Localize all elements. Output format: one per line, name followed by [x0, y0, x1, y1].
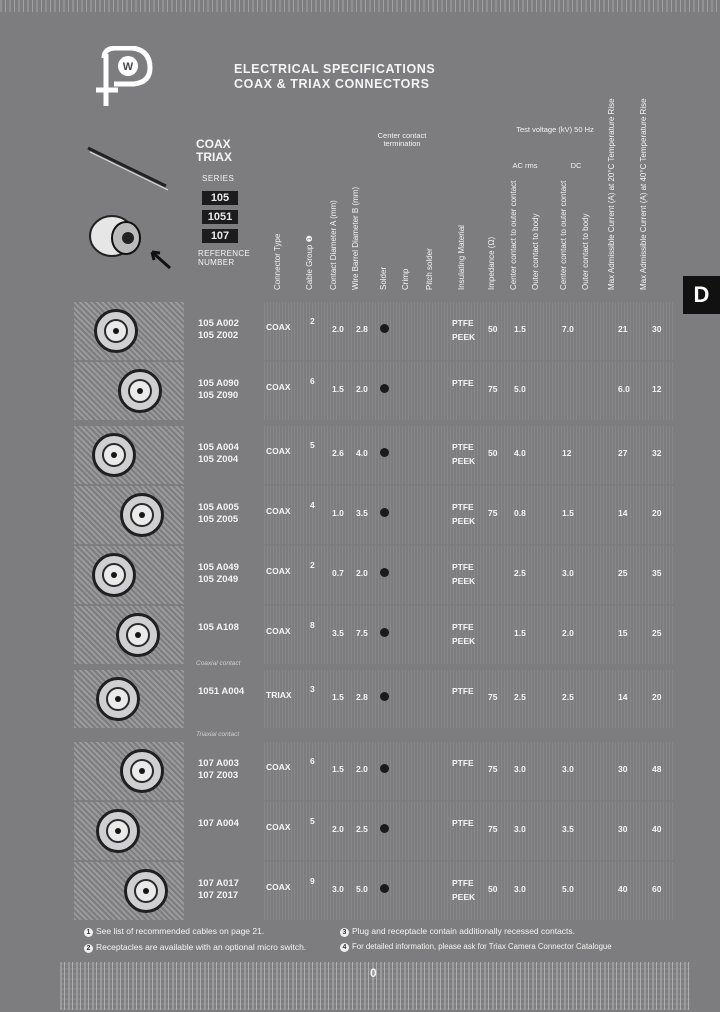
cell-current-40: 35	[652, 568, 662, 578]
reference-2: 107 Z017	[198, 890, 239, 901]
cell-insulation-1: PTFE	[452, 562, 474, 572]
cell-current-20: 15	[618, 628, 628, 638]
cell-test-dc: 7.0	[562, 324, 574, 334]
cell-wire-barrel: 5.0	[356, 884, 368, 894]
cell-wire-barrel: 7.5	[356, 628, 368, 638]
cell-test-ac: 4.0	[514, 448, 526, 458]
cell-current-40: 25	[652, 628, 662, 638]
cell-current-20: 25	[618, 568, 628, 578]
cell-contact-diameter: 2.0	[332, 824, 344, 834]
reference-2: 105 Z004	[198, 454, 239, 465]
cell-type: COAX	[266, 822, 291, 832]
cell-impedance: 50	[488, 324, 498, 334]
cell-wire-barrel: 2.5	[356, 824, 368, 834]
footnote-3: 3 Plug and receptacle contain additionally recessed contacts.	[340, 926, 575, 937]
connector-face-icon	[118, 369, 162, 413]
cell-current-40: 48	[652, 764, 662, 774]
cell-impedance: 75	[488, 384, 498, 394]
cell-test-ac: 3.0	[514, 764, 526, 774]
cell-test-dc: 3.0	[562, 764, 574, 774]
cell-impedance: 50	[488, 448, 498, 458]
reference-1: 105 A090	[198, 378, 239, 389]
scan-texture	[264, 486, 674, 544]
table-row	[74, 742, 674, 800]
solder-mark-icon	[380, 448, 389, 457]
cell-contact-diameter: 2.0	[332, 324, 344, 334]
cell-current-20: 27	[618, 448, 628, 458]
cell-insulation-2: PEEK	[452, 456, 476, 466]
cell-group: 8	[310, 620, 315, 630]
solder-mark-icon	[380, 824, 389, 833]
cell-wire-barrel: 2.0	[356, 764, 368, 774]
cell-test-dc: 12	[562, 448, 572, 458]
col-connector-type: Connector Type	[273, 233, 282, 290]
cell-current-40: 30	[652, 324, 662, 334]
cell-group: 6	[310, 756, 315, 766]
cell-test-dc: 1.5	[562, 508, 574, 518]
reference-1: 107 A017	[198, 878, 239, 889]
connector-photo	[74, 302, 184, 360]
sub-ac-rms: AC rms	[512, 161, 538, 170]
footnote-1-marker: 1	[84, 928, 93, 937]
solder-mark-icon	[380, 324, 389, 333]
column-headers	[273, 130, 476, 290]
company-logo	[92, 46, 154, 110]
footnote-4-marker: 4	[340, 943, 349, 952]
sub-dc: DC	[570, 161, 582, 170]
series-name-triax: TRIAX	[196, 150, 232, 164]
scan-texture	[264, 426, 674, 484]
connector-face-icon	[96, 677, 140, 721]
reference-1: 107 A003	[198, 758, 239, 769]
connector-photo	[74, 802, 184, 860]
footnote-3-marker: 3	[340, 928, 349, 937]
footnote-4: 4 For detailed information, please ask for Triax Camera Connector Catalogue	[340, 942, 612, 952]
solder-mark-icon	[380, 628, 389, 637]
connector-face-icon	[96, 809, 140, 853]
cell-type: COAX	[266, 882, 291, 892]
cell-wire-barrel: 4.0	[356, 448, 368, 458]
cell-contact-diameter: 1.5	[332, 692, 344, 702]
reference-number	[198, 562, 239, 586]
col-cable-group: Cable Group ❶	[305, 235, 314, 290]
cell-contact-diameter: 0.7	[332, 568, 344, 578]
solder-mark-icon	[380, 692, 389, 701]
solder-mark-icon	[380, 764, 389, 773]
reference-2: 105 Z005	[198, 514, 239, 525]
reference-number	[198, 818, 239, 830]
cell-type: COAX	[266, 626, 291, 636]
cell-test-dc: 2.5	[562, 692, 574, 702]
reference-number	[198, 686, 244, 698]
col-outer-body-dc: Outer contact to body	[581, 213, 590, 290]
series-block	[196, 138, 260, 267]
reference-2: 105 Z002	[198, 330, 239, 341]
cell-current-40: 20	[652, 692, 662, 702]
cell-impedance: 75	[488, 764, 498, 774]
reference-1: 107 A004	[198, 818, 239, 829]
reference-number	[198, 318, 239, 342]
scan-texture	[264, 670, 674, 728]
cell-insulation-2: PEEK	[452, 332, 476, 342]
cell-current-40: 60	[652, 884, 662, 894]
page-title	[234, 62, 435, 92]
cell-impedance: 75	[488, 692, 498, 702]
reference-number	[198, 622, 239, 634]
table-row	[74, 670, 674, 728]
series-label: SERIES	[202, 174, 235, 183]
cell-contact-diameter: 1.5	[332, 764, 344, 774]
reference-1: 105 A049	[198, 562, 239, 573]
cell-type: COAX	[266, 382, 291, 392]
title-line-2: COAX & TRIAX CONNECTORS	[234, 77, 430, 91]
scan-texture	[264, 802, 674, 860]
footnote-1: 1 See list of recommended cables on page 21.	[84, 926, 264, 937]
reference-1: 105 A108	[198, 622, 239, 633]
section-tab-d[interactable]: D	[683, 276, 720, 314]
cell-contact-diameter: 1.5	[332, 384, 344, 394]
cell-current-40: 12	[652, 384, 662, 394]
series-box-107: 107	[202, 229, 238, 243]
reference-2: 105 Z090	[198, 390, 239, 401]
connector-photo	[74, 670, 184, 728]
cell-group: 5	[310, 816, 315, 826]
cell-current-20: 30	[618, 764, 628, 774]
cell-insulation-1: PTFE	[452, 878, 474, 888]
cell-insulation-1: PTFE	[452, 378, 474, 388]
scan-texture	[264, 546, 674, 604]
cell-group: 6	[310, 376, 315, 386]
cell-insulation-1: PTFE	[452, 818, 474, 828]
reference-1: 1051 A004	[198, 686, 245, 697]
cell-insulation-1: PTFE	[452, 502, 474, 512]
cell-type: TRIAX	[266, 690, 292, 700]
series-box-1051: 1051	[202, 210, 238, 224]
svg-text:W: W	[122, 61, 134, 73]
cell-type: COAX	[266, 506, 291, 516]
cell-test-ac: 2.5	[514, 568, 526, 578]
cell-contact-diameter: 1.0	[332, 508, 344, 518]
cell-insulation-2: PEEK	[452, 892, 476, 902]
cell-test-dc: 3.5	[562, 824, 574, 834]
col-center-outer-dc: Center contact to outer contact	[559, 180, 568, 290]
solder-mark-icon	[380, 568, 389, 577]
table-row	[74, 862, 674, 920]
table-row	[74, 426, 674, 484]
connector-face-icon	[116, 613, 160, 657]
connector-photo	[74, 546, 184, 604]
connector-illustration	[70, 140, 190, 280]
table-row	[74, 302, 674, 360]
group-test-voltage: Test voltage (kV) 50 Hz	[516, 125, 594, 134]
cell-test-dc: 5.0	[562, 884, 574, 894]
series-name-coax: COAX	[196, 137, 231, 151]
cell-test-ac: 2.5	[514, 692, 526, 702]
cell-current-40: 40	[652, 824, 662, 834]
cell-current-20: 6.0	[618, 384, 630, 394]
cell-group: 9	[310, 876, 315, 886]
scan-texture	[264, 362, 674, 420]
cell-insulation-1: PTFE	[452, 622, 474, 632]
cell-insulation-2: PEEK	[452, 576, 476, 586]
reference-1: 105 A002	[198, 318, 239, 329]
cell-contact-diameter: 3.0	[332, 884, 344, 894]
connector-face-icon	[124, 869, 168, 913]
connector-photo	[74, 426, 184, 484]
cell-type: COAX	[266, 322, 291, 332]
scan-noise-top	[0, 0, 720, 12]
subhead-coax: Coaxial contact	[196, 660, 241, 667]
cell-current-20: 14	[618, 692, 628, 702]
col-solder: Solder	[379, 266, 388, 290]
cell-wire-barrel: 2.0	[356, 568, 368, 578]
cell-wire-barrel: 2.8	[356, 324, 368, 334]
page-number: 0	[370, 966, 377, 980]
cell-group: 2	[310, 316, 315, 326]
title-line-1: ELECTRICAL SPECIFICATIONS	[234, 62, 436, 76]
cell-insulation-2: PEEK	[452, 636, 476, 646]
table-row	[74, 486, 674, 544]
cell-contact-diameter: 2.6	[332, 448, 344, 458]
cell-group: 2	[310, 560, 315, 570]
cell-impedance: 50	[488, 884, 498, 894]
footnote-2-marker: 2	[84, 944, 93, 953]
cell-group: 3	[310, 684, 315, 694]
cell-test-ac: 0.8	[514, 508, 526, 518]
solder-mark-icon	[380, 384, 389, 393]
reference-2: 105 Z049	[198, 574, 239, 585]
cell-current-40: 20	[652, 508, 662, 518]
connector-photo	[74, 606, 184, 664]
connector-photo	[74, 486, 184, 544]
connector-face-icon	[92, 433, 136, 477]
reference-1: 105 A005	[198, 502, 239, 513]
cell-wire-barrel: 3.5	[356, 508, 368, 518]
table-row	[74, 802, 674, 860]
col-contact-diameter: Contact Diameter A (mm)	[329, 200, 338, 290]
cell-insulation-2: PEEK	[452, 516, 476, 526]
col-pitch-solder: Pitch solder	[425, 248, 434, 290]
cell-test-ac: 5.0	[514, 384, 526, 394]
cell-current-20: 14	[618, 508, 628, 518]
col-crimp: Crimp	[401, 268, 410, 290]
cell-current-20: 21	[618, 324, 628, 334]
cell-type: COAX	[266, 446, 291, 456]
solder-mark-icon	[380, 508, 389, 517]
reference-number	[198, 758, 239, 782]
col-wire-barrel: Wire Barrel Diameter B (mm)	[351, 186, 360, 290]
cell-impedance: 75	[488, 824, 498, 834]
scan-texture	[264, 606, 674, 664]
table-row	[74, 546, 674, 604]
cell-wire-barrel: 2.8	[356, 692, 368, 702]
cell-group: 5	[310, 440, 315, 450]
scan-texture	[264, 862, 674, 920]
cell-contact-diameter: 3.5	[332, 628, 344, 638]
reference-number	[198, 502, 239, 526]
group-contact-termination: Center contact termination	[377, 131, 427, 148]
reference-number	[198, 378, 239, 402]
cell-type: COAX	[266, 566, 291, 576]
scan-texture	[264, 742, 674, 800]
cell-current-20: 30	[618, 824, 628, 834]
cell-insulation-1: PTFE	[452, 442, 474, 452]
reference-number	[198, 442, 239, 466]
cell-current-20: 40	[618, 884, 628, 894]
cell-type: COAX	[266, 762, 291, 772]
cell-test-dc: 2.0	[562, 628, 574, 638]
reference-2: 107 Z003	[198, 770, 239, 781]
scan-texture	[264, 302, 674, 360]
connector-face-icon	[92, 553, 136, 597]
cell-test-dc: 3.0	[562, 568, 574, 578]
cell-wire-barrel: 2.0	[356, 384, 368, 394]
connector-face-icon	[120, 749, 164, 793]
reference-number	[198, 878, 239, 902]
cell-current-40: 32	[652, 448, 662, 458]
cell-insulation-1: PTFE	[452, 686, 474, 696]
subhead-triax: Triaxial contact	[196, 731, 240, 738]
cell-test-ac: 3.0	[514, 824, 526, 834]
connector-photo	[74, 362, 184, 420]
footnote-2: 2 Receptacles are available with an optional micro switch.	[84, 942, 306, 953]
connector-face-icon	[120, 493, 164, 537]
col-current-20: Max Admissible Current (A) at 20°C Temperature Rise	[607, 98, 616, 290]
series-box-105: 105	[202, 191, 238, 205]
col-center-outer: Center contact to outer contact	[509, 180, 518, 290]
table-row	[74, 362, 674, 420]
cell-test-ac: 1.5	[514, 324, 526, 334]
col-insulating-material: Insulating Material	[457, 225, 466, 290]
connector-face-icon	[94, 309, 138, 353]
col-impedance: Impedance (Ω)	[487, 236, 496, 290]
cell-test-ac: 3.0	[514, 884, 526, 894]
reference-1: 105 A004	[198, 442, 239, 453]
solder-mark-icon	[380, 884, 389, 893]
cell-group: 4	[310, 500, 315, 510]
cell-impedance: 75	[488, 508, 498, 518]
cell-insulation-1: PTFE	[452, 758, 474, 768]
col-outer-body: Outer contact to body	[531, 213, 540, 290]
col-current-40: Max Admissible Current (A) at 40°C Temperature Rise	[639, 98, 648, 290]
connector-photo	[74, 742, 184, 800]
reference-number-label: REFERENCE NUMBER	[198, 249, 251, 267]
connector-photo	[74, 862, 184, 920]
cell-insulation-1: PTFE	[452, 318, 474, 328]
cell-test-ac: 1.5	[514, 628, 526, 638]
table-row	[74, 606, 674, 664]
